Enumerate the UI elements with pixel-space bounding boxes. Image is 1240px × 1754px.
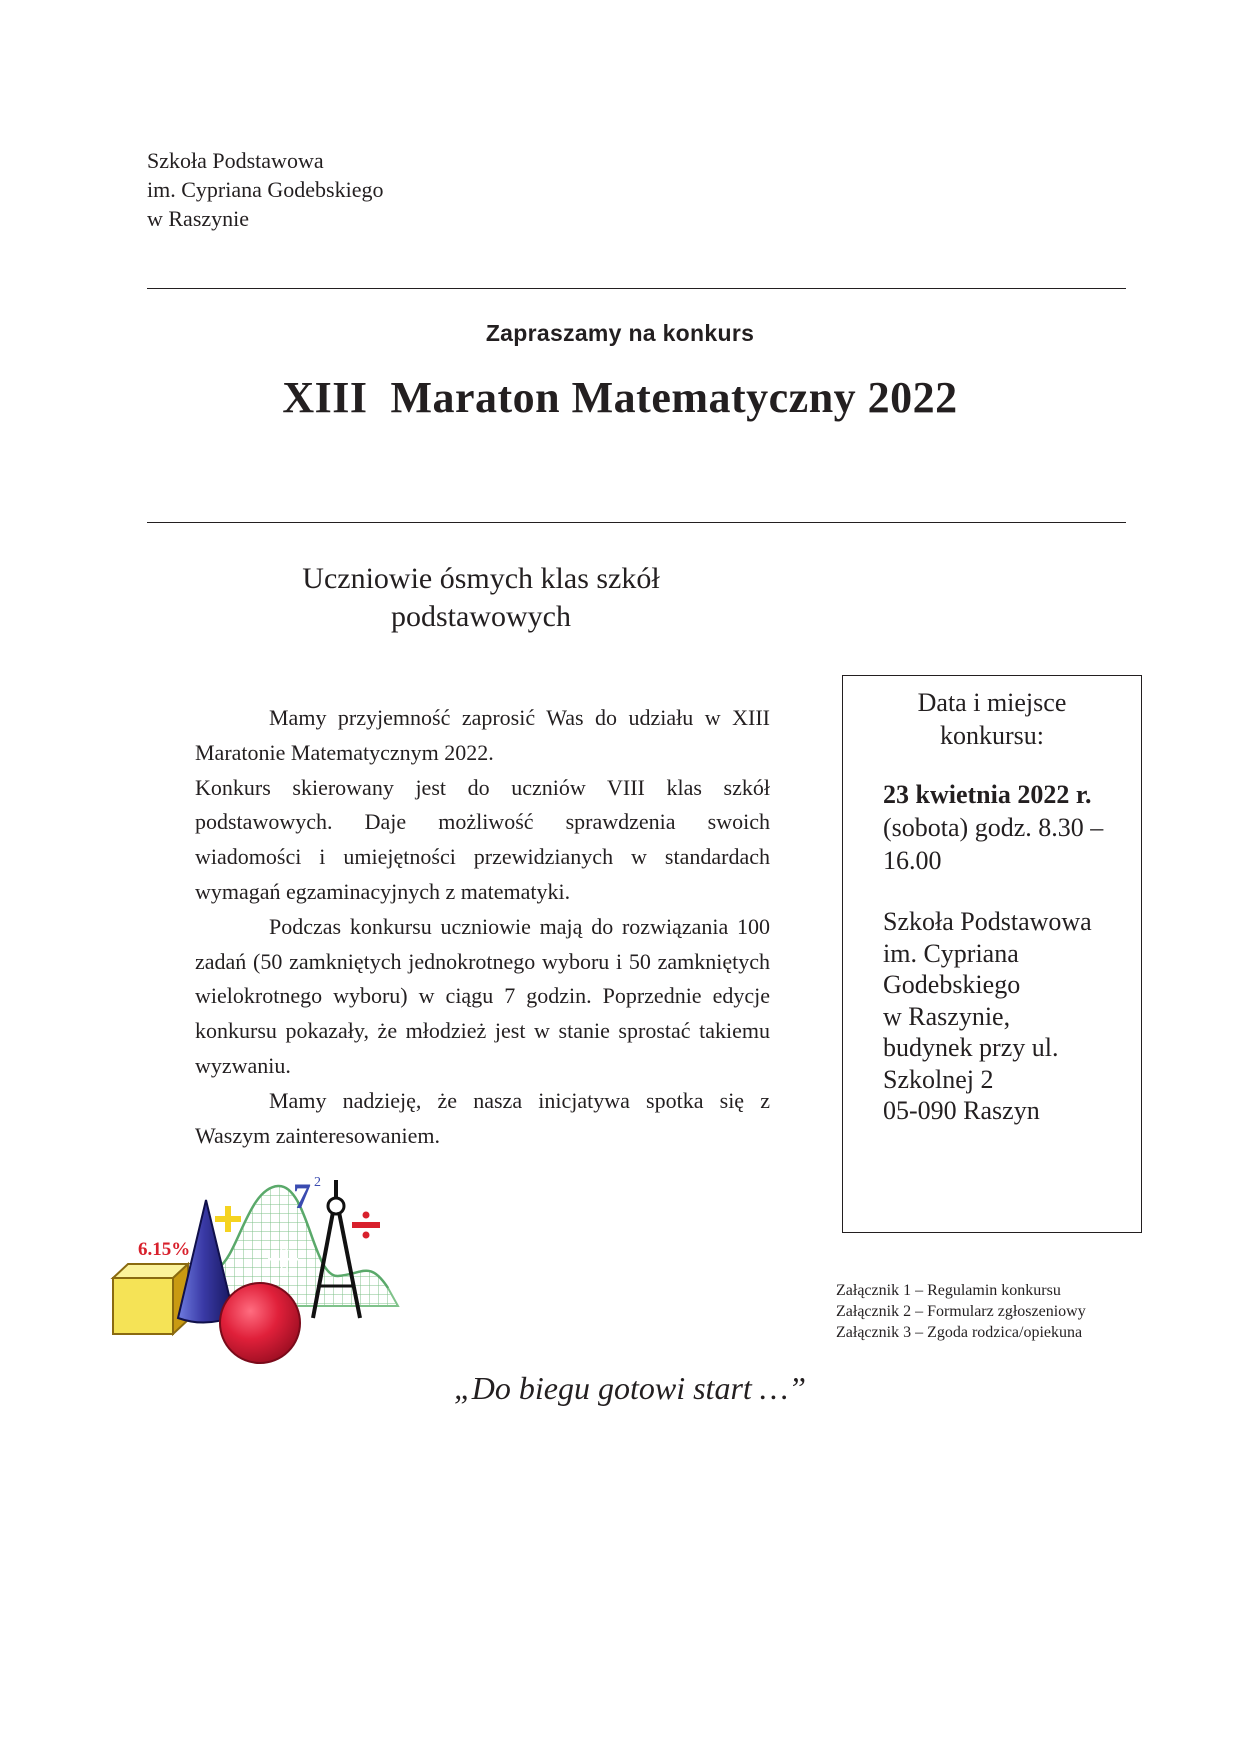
bottom-divider	[147, 522, 1126, 523]
address-line: Szkoła Podstawowa	[883, 907, 1092, 936]
audience-heading	[236, 560, 726, 636]
body-paragraph-invitation: Mamy przyjemność zaprosić Was do udziału w XIII Maratonie Matematycznym 2022.	[195, 705, 770, 765]
math-clipart	[108, 1168, 408, 1373]
fraction-bar	[268, 1258, 298, 1261]
body-text	[195, 701, 770, 1153]
audience-line-1: Uczniowie ósmych klas szkół	[302, 562, 660, 595]
info-heading-line-2: konkursu:	[940, 721, 1044, 750]
address-line: budynek przy ul.	[883, 1033, 1059, 1062]
ball-icon	[220, 1283, 300, 1363]
page-title: XIII Maraton Matematyczny 2022	[282, 373, 958, 422]
division-sign-icon	[352, 1212, 380, 1239]
event-time: (sobota) godz. 8.30 – 16.00	[883, 813, 1104, 875]
event-date: 23 kwietnia 2022 r.	[883, 780, 1092, 809]
body-paragraph-closing: Mamy nadzieję, że nasza inicjatywa spotka się z Waszym zainteresowaniem.	[195, 1087, 770, 1148]
attachment-item: Załącznik 3 – Zgoda rodzica/opiekuna	[836, 1324, 1083, 1341]
fraction-numerator: 4	[280, 1240, 289, 1257]
address-line: Godebskiego	[883, 970, 1021, 999]
top-divider	[147, 288, 1126, 289]
school-header	[147, 146, 383, 233]
address-line: w Raszynie,	[883, 1001, 1011, 1031]
audience-line-2: podstawowych	[391, 600, 571, 633]
motto: „Do biegu gotowi start …”	[453, 1370, 807, 1406]
exponent-base: 7	[293, 1176, 311, 1216]
address-line: im. Cypriana	[883, 938, 1019, 968]
percent-label: 6.15%	[138, 1239, 191, 1260]
plus-sign-icon	[215, 1206, 241, 1232]
school-patron-line: im. Cypriana Godebskiego	[147, 177, 384, 202]
info-box-datetime	[883, 778, 1127, 877]
info-heading-line-1: Data i miejsce	[917, 688, 1067, 717]
attachment-item: Załącznik 2 – Formularz zgłoszeniowy	[836, 1303, 1086, 1320]
info-box-heading	[843, 686, 1141, 752]
invite-line: Zapraszamy na konkurs	[485, 320, 755, 346]
school-location-line: w Raszynie	[147, 206, 250, 231]
event-address	[883, 906, 1131, 1127]
body-paragraph-tasks: Podczas konkursu uczniowie mają do rozwiązania 100 zadań (50 zamkniętych jednokrotnego wyboru i 50 zamkniętych wielokrotnego wyboru) w ciągu 7 godzin. Poprzednie edycje konkursu pokazały, że młodzież jest w stanie sprostać takiemu wyzwaniu.	[195, 913, 770, 1078]
date-location-box	[842, 675, 1142, 1233]
exponent-power: 2	[314, 1175, 321, 1190]
attachment-item: Załącznik 1 – Regulamin konkursu	[836, 1282, 1061, 1299]
attachments-list	[836, 1280, 1086, 1343]
address-line: Szkolnej 2	[883, 1064, 994, 1094]
body-paragraph-target: Konkurs skierowany jest do uczniów VIII klas szkół podstawowych. Daje możliwość sprawdzenia swoich wiadomości i umiejętności przewidzianych w standardach wymagań egzaminacyjnych z matematyki.	[195, 774, 770, 904]
fraction-denominator: 3	[280, 1263, 289, 1280]
cube-icon	[113, 1264, 188, 1334]
address-line: 05-090 Raszyn	[883, 1096, 1040, 1125]
school-name-line: Szkoła Podstawowa	[147, 148, 324, 173]
